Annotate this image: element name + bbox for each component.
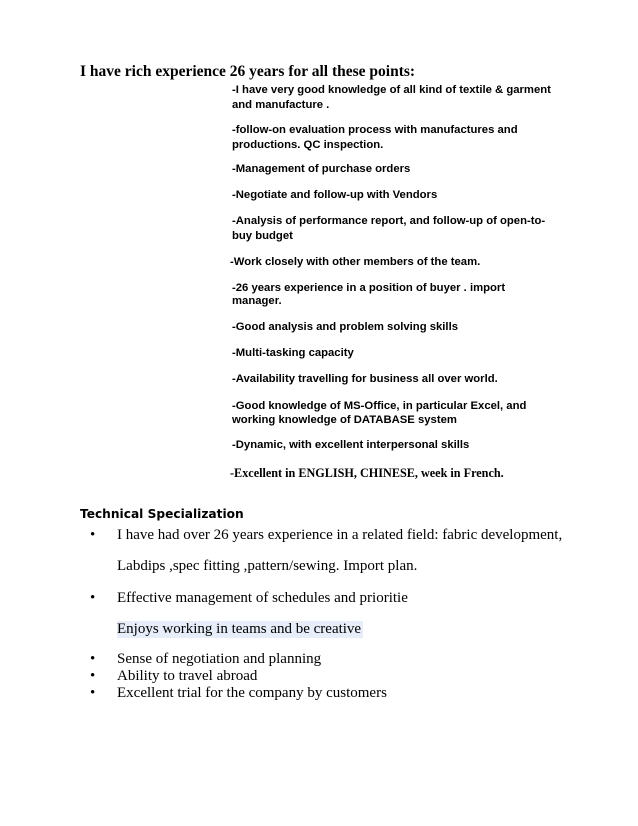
point-line: -Management of purchase orders bbox=[232, 163, 411, 175]
point-line: -Work closely with other members of the team. bbox=[230, 256, 481, 268]
point-line: -Dynamic, with excellent interpersonal skills bbox=[232, 439, 470, 451]
technical-specialization-title: Technical Specialization bbox=[80, 507, 244, 521]
bullet-icon: • bbox=[90, 590, 96, 606]
point-line: -Good knowledge of MS-Office, in particular Excel, and bbox=[232, 400, 527, 412]
point-line: -I have very good knowledge of all kind of textile & garment bbox=[232, 84, 551, 96]
point-line: -Multi-tasking capacity bbox=[232, 347, 354, 359]
point-line: productions. QC inspection. bbox=[232, 139, 384, 151]
bullet-icon: • bbox=[90, 651, 96, 667]
point-line: working knowledge of DATABASE system bbox=[232, 414, 457, 426]
bullet-icon: • bbox=[90, 668, 96, 684]
bullet-text: Ability to travel abroad bbox=[117, 668, 258, 684]
point-line: -Excellent in ENGLISH, CHINESE, week in French. bbox=[230, 466, 504, 480]
point-line: and manufacture . bbox=[232, 99, 330, 111]
point-line: -follow-on evaluation process with manufactures and bbox=[232, 124, 518, 136]
highlighted-text: Enjoys working in teams and be creative bbox=[117, 621, 362, 637]
point-line: manager. bbox=[232, 295, 282, 307]
bullet-text: Sense of negotiation and planning bbox=[117, 651, 322, 667]
bullet-icon: • bbox=[90, 685, 96, 701]
point-line: -Analysis of performance report, and follow-up of open-to- bbox=[232, 215, 546, 227]
bullet-icon: • bbox=[90, 527, 96, 543]
point-line: -Availability travelling for business all over world. bbox=[232, 373, 498, 385]
point-line: buy budget bbox=[232, 230, 293, 242]
point-line: -Good analysis and problem solving skills bbox=[232, 321, 458, 333]
bullet-continuation: Labdips ,spec fitting ,pattern/sewing. Import plan. bbox=[117, 558, 418, 574]
point-line: -26 years experience in a position of buyer . import bbox=[232, 282, 506, 294]
highlighted-line bbox=[117, 621, 363, 638]
bullet-text: Excellent trial for the company by customers bbox=[117, 685, 387, 701]
point-line: -Negotiate and follow-up with Vendors bbox=[232, 189, 438, 201]
experience-heading: I have rich experience 26 years for all these points: bbox=[80, 63, 416, 80]
bullet-text: Effective management of schedules and prioritie bbox=[117, 590, 408, 606]
bullet-text: I have had over 26 years experience in a related field: fabric development, bbox=[117, 527, 563, 543]
